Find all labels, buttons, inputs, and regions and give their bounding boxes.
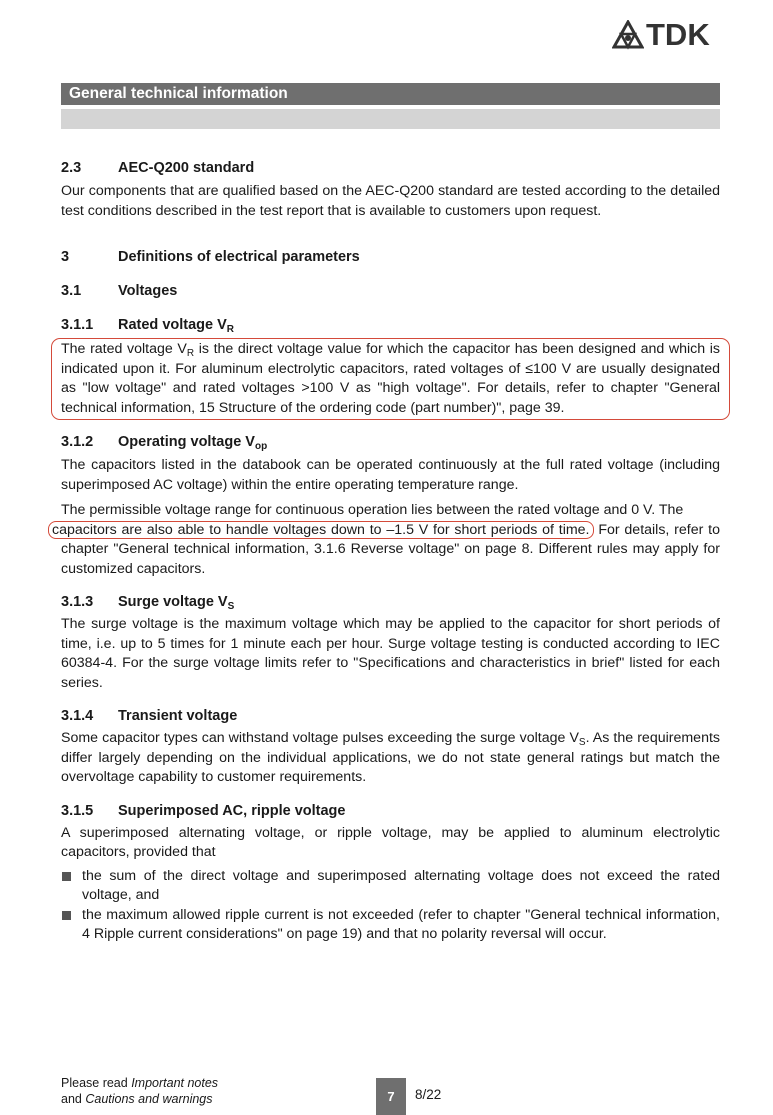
page-total: 8/22 xyxy=(415,1087,442,1102)
heading-3-1: 3.1 Voltages xyxy=(61,283,178,299)
tdk-emblem-icon xyxy=(612,20,644,50)
heading-3-1-3: 3.1.3 Surge voltage $V_S$ xyxy=(61,594,235,612)
paragraph-ripple-voltage: A superimposed alternating voltage, or ripple voltage, may be applied to aluminum electrolytic capacitors, provided that xyxy=(61,824,720,860)
ripple-conditions-list xyxy=(61,867,720,945)
footer-notice: Please read Important notes and Cautions and warnings xyxy=(61,1076,219,1106)
list-item: the maximum allowed ripple current is not exceeded (refer to chapter "General technical information, 4 Ripple current considerations" on page 19) and that no polarity reversal will occur. xyxy=(61,906,720,945)
heading-3: 3 Definitions of electrical parameters xyxy=(61,249,360,265)
page-content xyxy=(52,158,721,945)
paragraph-surge-voltage: The surge voltage is the maximum voltage which may be applied to the capacitor for short periods of time, i.e. up to 5 times for 1 minute each per hour. Surge voltage testing is conducted according to IEC 60384-4. For the surge voltage limits refer to "Specifications and characteristics in brief" listed for each series. xyxy=(61,616,720,691)
banner-stripe xyxy=(61,109,720,129)
heading-3-1-1: 3.1.1 Rated voltage $V_R$ xyxy=(61,317,235,335)
tdk-logo xyxy=(612,17,722,52)
heading-3-1-2: 3.1.2 Operating voltage $V_{op}$ xyxy=(61,434,268,452)
paragraph-operating-voltage-1: The capacitors listed in the databook can be operated continuously at the full rated voltage (including superimposed AC voltage) within the entire operating temperature range. xyxy=(61,457,720,493)
cautions-warnings-text: Cautions and warnings xyxy=(85,1092,213,1106)
bullet-square-icon xyxy=(62,911,71,920)
important-notes-text: Important notes xyxy=(131,1076,219,1090)
page-number: 7 xyxy=(376,1078,406,1115)
list-item: the sum of the direct voltage and superimposed alternating voltage does not exceed the rated voltage, and xyxy=(61,867,720,906)
paragraph-rated-voltage: The rated voltage $V_R$ is the direct voltage value for which the capacitor has been designed and which is indicated upon it. For aluminum electrolytic capacitors, rated voltages of ≤100 V are usually designated as "low voltage" and rated voltages >100 V as "high voltage". For details, refer to chapter "General technical information, 15 Structure of the ordering code (part number)", page 39. xyxy=(61,341,720,416)
highlight-reverse-voltage: capacitors are also able to handle voltages down to –1.5 V for short periods of time. xyxy=(48,521,594,539)
logo-text: TDK xyxy=(646,17,710,52)
bullet-square-icon xyxy=(62,872,71,881)
section-banner: General technical information xyxy=(61,83,720,105)
paragraph-transient-voltage: Some capacitor types can withstand voltage pulses exceeding the surge voltage $V_S$. As the requirements differ largely depending on the individual applications, we do not state general ratings but match the overvoltage capability to customer requirements. xyxy=(61,730,720,785)
paragraph-operating-voltage-2: The permissible voltage range for continuous operation lies between the rated voltage and 0 V. The capacitors are also able to handle voltages down to –1.5 V for short periods of time. For details, refer to chapter "General technical information, 3.1.6 Reverse voltage" on page 8. Different rules may apply for customized capacitors. xyxy=(61,501,720,579)
heading-2-3: 2.3 AEC-Q200 standard xyxy=(61,160,255,176)
highlight-box-rated-voltage xyxy=(51,338,730,420)
heading-3-1-5: 3.1.5 Superimposed AC, ripple voltage xyxy=(61,802,346,819)
heading-3-1-4: 3.1.4 Transient voltage xyxy=(61,708,238,724)
paragraph-aec-q200: Our components that are qualified based on the AEC-Q200 standard are tested according to the detailed test conditions described in the test report that is available to customers upon request. xyxy=(61,183,720,219)
